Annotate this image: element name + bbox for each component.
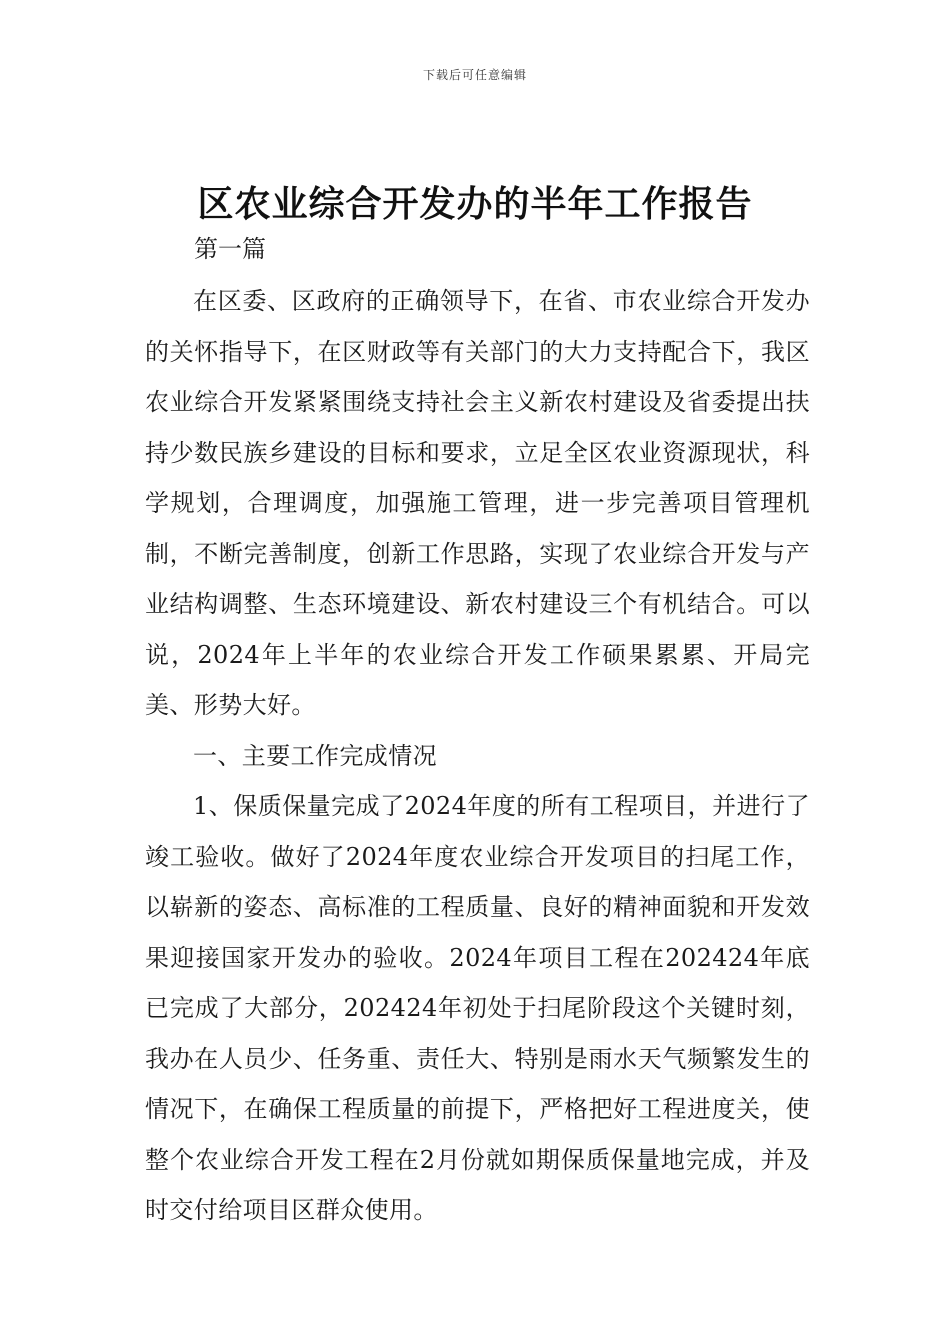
paragraph-intro: 在区委、区政府的正确领导下，在省、市农业综合开发办的关怀指导下，在区财政等有关部门的大力支持配合下，我区农业综合开发紧紧围绕支持社会主义新农村建设及省委提出扶持少数民族乡建设的目标和要求，立足全区农业资源现状，科学规划，合理调度，加强施工管理，进一步完善项目管理机制，不断完善制度，创新工作思路，实现了农业综合开发与产业结构调整、生态环境建设、新农村建设三个有机结合。可以说，2024年上半年的农业综合开发工作硕果累累、开局完美、形势大好。 — [145, 287, 810, 719]
paragraph-heading-main-work: 一、主要工作完成情况 — [193, 741, 437, 770]
section-label: 第一篇 — [194, 235, 266, 263]
document-title: 区农业综合开发办的半年工作报告 — [197, 184, 753, 225]
header-note: 下载后可任意编辑 — [422, 68, 527, 82]
body-text — [145, 276, 810, 1236]
paragraph-item-1: 1、保质保量完成了2024年度的所有工程项目，并进行了竣工验收。做好了2024年度农业综合开发项目的扫尾工作，以崭新的姿态、高标准的工程质量、良好的精神面貌和开发效果迎接国家开发办的验收。2024年项目工程在202424年底已完成了大部分，202424年初处于扫尾阶段这个关键时刻，我办在人员少、任务重、责任大、特别是雨水天气频繁发生的情况下，在确保工程质量的前提下，严格把好工程进度关，使整个农业综合开发工程在2月份就如期保质保量地完成，并及时交付给项目区群众使用。 — [145, 792, 810, 1224]
